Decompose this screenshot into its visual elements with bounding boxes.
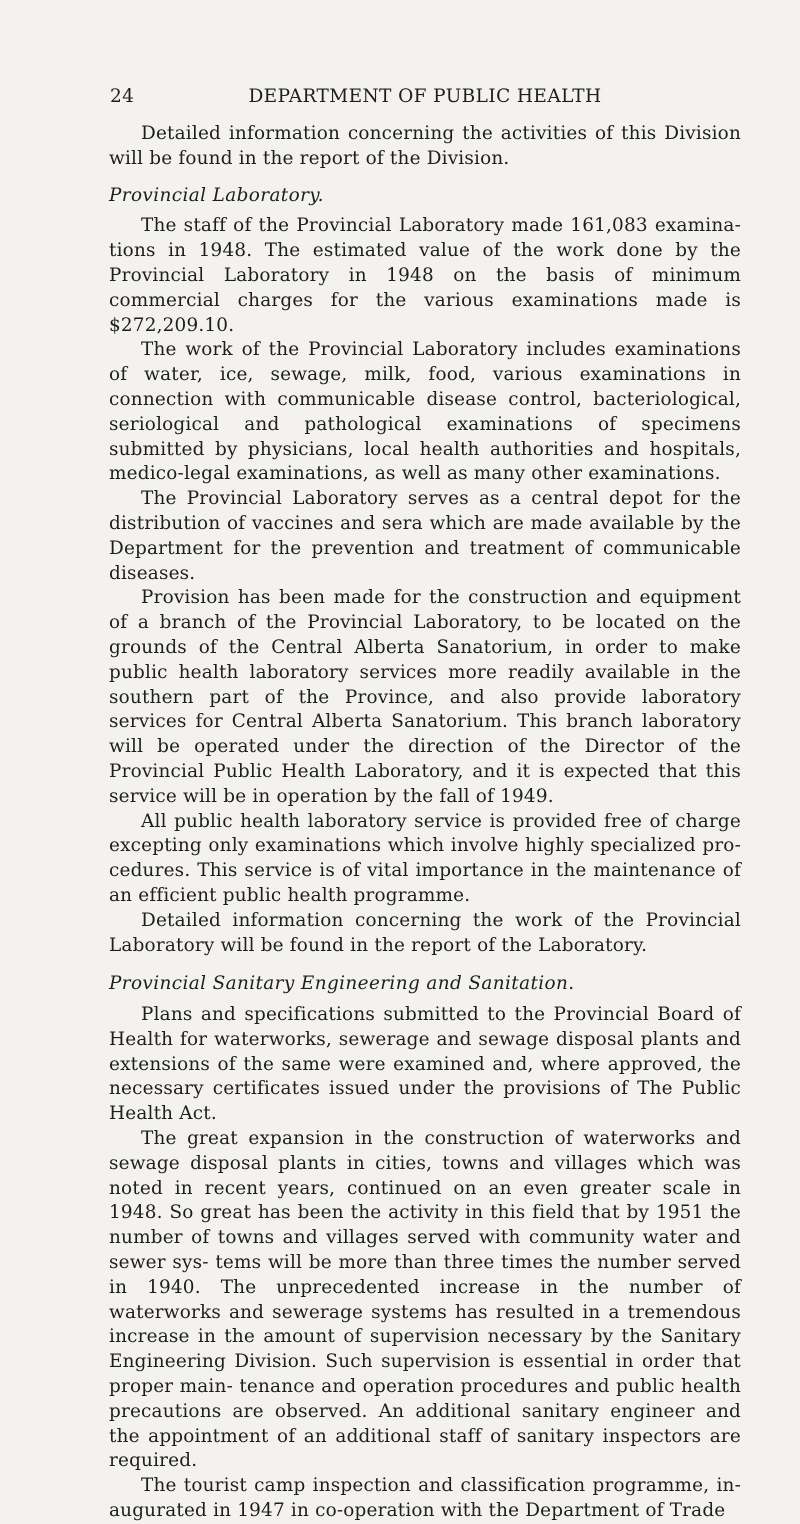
running-title: DEPARTMENT OF PUBLIC HEALTH xyxy=(248,86,602,107)
paragraph: Plans and specifications submitted to the Provincial Board of Health for waterworks, sewerage and sewage disposal plants and extensions of the same were examined and, where approved, the necessary certificates issued under the provisions of The Public Health Act. xyxy=(109,1004,741,1125)
paragraph: Provision has been made for the construction and equipment of a branch of the Provincial Laboratory, to be located on the grounds of the Central Alberta Sanatorium, in order to make public health laboratory services more readily available in the southern part of the Province, and also provide laboratory services for Central Alberta Sanatorium. This branch laboratory will be operated under the direction of the Director of the Provincial Public Health Laboratory, and it is expected that this service will be in operation by the fall of 1949. xyxy=(109,587,741,807)
page-number: 24 xyxy=(110,86,135,107)
section-heading-provincial-laboratory: Provincial Laboratory. xyxy=(109,184,324,206)
paragraph: All public health laboratory service is provided free of charge excepting only examinations which involve highly specialized pro- cedures. This service is of vital importance in the maintenance of an efficient public health programme. xyxy=(109,810,741,906)
page-header xyxy=(110,86,740,114)
paragraph: The work of the Provincial Laboratory includes examinations of water, ice, sewage, milk, food, various examinations in connection with communicable disease control, bacteriological, seriological and pathological examinations of specimens submitted by physicians, local health authorities and hospitals, medico-legal examinations, as well as many other examinations. xyxy=(109,339,741,485)
paragraph: The great expansion in the construction of waterworks and sewage disposal plants in cities, towns and villages which was noted in recent years, continued on an even greater scale in 1948. So great has been the activity in this field that by 1951 the number of towns and villages served with community water and sewer sys- tems will be more than three times the number served in 1940. The unprecedented increase in the number of waterworks and sewerage systems has resulted in a tremendous increase in the amount of supervision necessary by the Sanitary Engineering Division. Such supervision is essential in order that proper main- tenance and operation procedures and public health precautions are observed. An additional sanitary engineer and the appointment of an additional staff of sanitary inspectors are required. xyxy=(109,1128,741,1472)
intro-paragraph: Detailed information concerning the activities of this Division will be found in the report of the Division. xyxy=(109,123,741,169)
paragraph: The tourist camp inspection and classification programme, in- augurated in 1947 in co-operation with the Department of Trade xyxy=(109,1475,741,1522)
section-heading-sanitary-engineering: Provincial Sanitary Engineering and Sanitation. xyxy=(109,973,575,995)
paragraph: The staff of the Provincial Laboratory made 161,083 examina- tions in 1948. The estimated value of the work done by the Provincial Laboratory in 1948 on the basis of minimum commercial charges for the various examinations made is $272,209.10. xyxy=(109,215,741,336)
body-text xyxy=(109,122,741,1524)
paragraph: The Provincial Laboratory serves as a central depot for the distribution of vaccines and sera which are made available by the Department for the prevention and treatment of communicable diseases. xyxy=(109,488,741,584)
paragraph: Detailed information concerning the work of the Provincial Laboratory will be found in the report of the Laboratory. xyxy=(109,909,741,956)
